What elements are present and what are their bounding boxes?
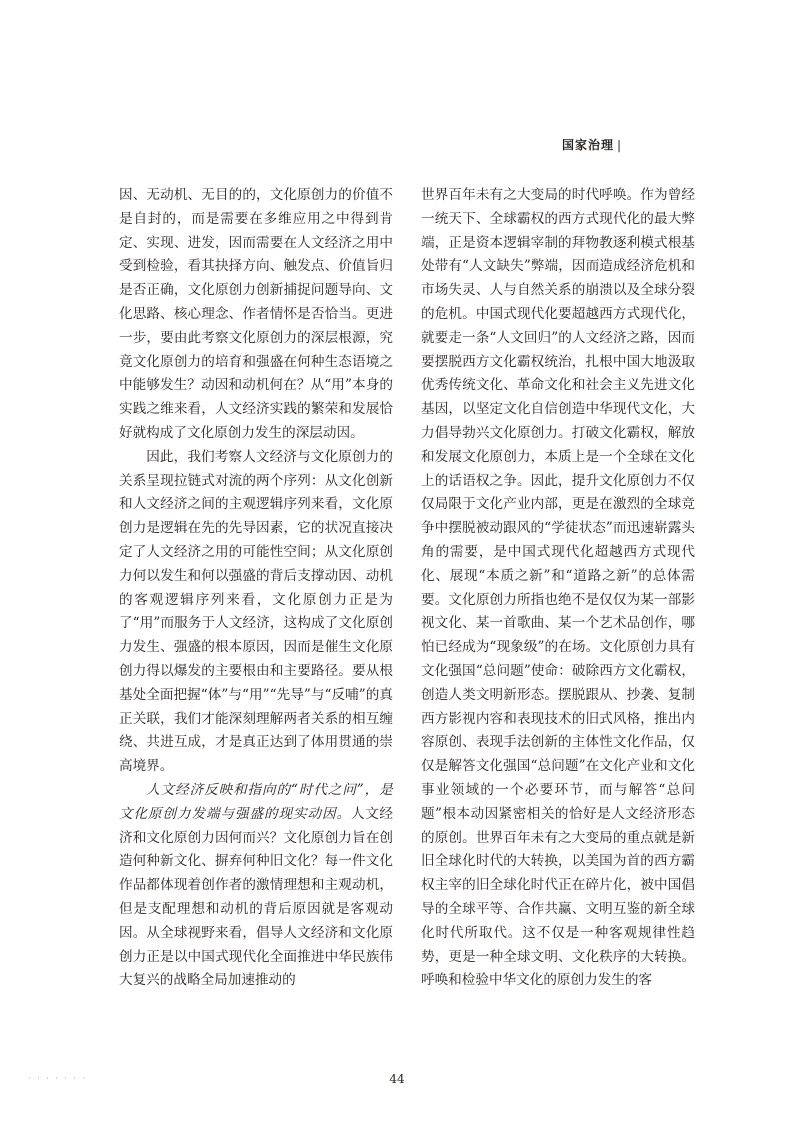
magazine-title: 国家治理 [561, 138, 614, 152]
left-column [119, 184, 393, 993]
footer-decoration: · · · · · · · [28, 1074, 88, 1083]
running-header [562, 136, 622, 153]
paragraph: 世界百年未有之大变局的时代呼唤。作为曾经一统天下、全球霸权的西方式现代化的最大弊端，正是资本逻辑宰制的拜物教逐利模式根基处带有“人文缺失”弊端，因而造成经济危机和市场失灵、人与自然关系的崩溃以及全球分裂的危机。中国式现代化要超越西方式现代化，就要走一条“人文回归”的人文经济之路，因而要摆脱西方文化霸权统治，扎根中国大地汲取优秀传统文化、革命文化和社会主义先进文化基因，以坚定文化自信创造中华现代文化，大力倡导勃兴文化原创力。打破文化霸权，解放和发展文化原创力，本质上是一个全球在文化上的话语权之争。因此，提升文化原创力不仅仅局限于文化产业内部，更是在激烈的全球竞争中摆脱被动跟风的“学徒状态”而迅速崭露头角的需要，是中国式现代化超越西方式现代化、展现“本质之新”和“道路之新”的总体需要。文化原创力所指也绝不是仅仅为某一部影视文化、某一首歌曲、某一个艺术品创作，哪怕已经成为“现象级”的在场。文化原创力具有文化强国“总问题”使命：破除西方文化霸权，创造人类文明新形态。摆脱跟从、抄袭、复制西方影视内容和表现技术的旧式风格，推出内容原创、表现手法创新的主体性文化作品，仅仅是解答文化强国“总问题”在文化产业和文化事业领域的一个必要环节，而与解答“总问题”根本动因紧密相关的恰好是人文经济形态的原创。世界百年未有之大变局的重点就是新旧全球化时代的大转换，以美国为首的西方霸权主宰的旧全球化时代正在碎片化，被中国倡导的全球平等、合作共赢、文明互鉴的新全球化时代所取代。这不仅是一种客观规律性趋势，更是一种全球文明、文化秩序的大转换。呼唤和检验中华文化的原创力发生的客 [421, 187, 695, 989]
paragraph: 因此，我们考察人文经济与文化原创力的关系呈现拉链式对流的两个序列：从文化创新和人文经济之间的主观逻辑序列来看，文化原创力是逻辑在先的先导因素，它的状况直接决定了人文经济之用的可能性空间；从文化原创力何以发生和何以强盛的背后支撑动因、动机的客观逻辑序列来看，文化原创力正是为了“用”而服务于人文经济，这构成了文化原创力发生、强盛的根本原因，因而是催生文化原创力得以爆发的主要根由和主要路径。要从根基处全面把握“体”与“用”“先导”与“反哺”的真正关联，我们才能深刻理解两者关系的相互缠绕、共进互成，才是真正达到了体用贯通的崇高境界。 [119, 448, 393, 775]
paragraph-lead-sentence: 人文经济反映和指向的“时代之问”，是文化原创力发端与强盛的现实动因。 [119, 781, 393, 822]
paragraph: 因、无动机、无目的的，文化原创力的价值不是自封的，而是需要在多维应用之中得到肯定、实现、进发，因而需要在人文经济之用中受到检验，看其抉择方向、触发点、价值旨归是否正确，文化原创力创新捕捉问题导向、文化思路、核心理念、作者情怀是否恰当。更进一步，要由此考察文化原创力的深层根源，究竟文化原创力的培育和强盛在何种生态语境之中能够发生？动因和动机何在？从“用”本身的实践之维来看，人文经济实践的繁荣和发展恰好就构成了文化原创力发生的深层动因。 [119, 187, 393, 441]
header-divider: | [616, 138, 622, 152]
paragraph-body: 人文经济和文化原创力因何而兴？文化原创力旨在创造何种新文化、摒弃何种旧文化？每一件文化作品都体现着创作者的激情理想和主观动机，但是支配理想和动机的背后原因就是客观动因。从全球视野来看，倡导人文经济和文化原创力正是以中国式现代化全面推进中华民族伟大复兴的战略全局加速推动的 [119, 805, 393, 989]
page-number: 44 [389, 1072, 405, 1086]
paragraph [119, 779, 393, 993]
right-column [421, 184, 695, 993]
